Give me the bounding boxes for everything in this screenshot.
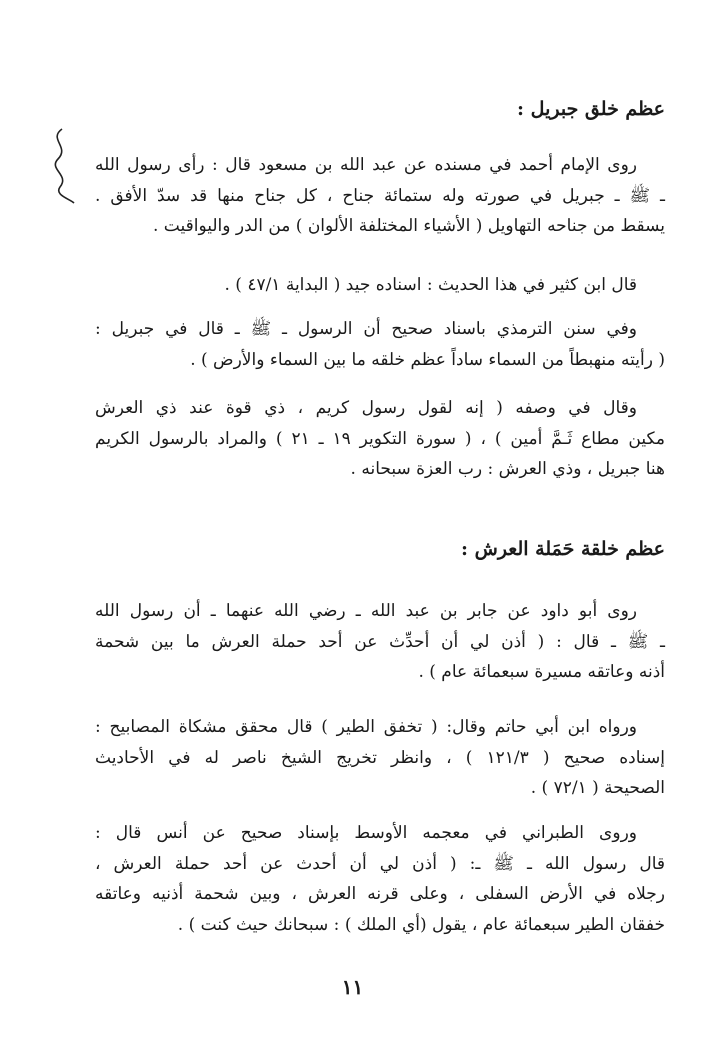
paragraph-3 [95,314,665,375]
text-line: قال رسول الله ـ ﷺ ـ: ( أذن لي أن أحدث عن أحد حملة العرش ، [95,853,665,874]
text-line: الصحيحة ( ٧٢/١ ) . [530,778,665,798]
text-line: ـ ﷺ ـ جبريل في صورته وله ستمائة جناح ، كل جناح منها قد سدّ الأفق . [95,185,665,206]
text-line: قال ابن كثير في هذا الحديث : اسناده جيد ( البداية ٤٧/١ ) . [224,275,637,295]
heading-throne-bearers: عظم خلقة حَمَلة العرش : [461,538,665,560]
text-line: مكين مطاع ثَـمَّ أمين ) ، ( سورة التكوير ١٩ ـ ٢١ ) والمراد بالرسول الكريم [95,428,665,449]
handwritten-margin-mark [40,125,80,205]
paragraph-4 [95,393,665,485]
text-line: ـ ﷺ ـ قال : ( أذن لي أن أحدِّث عن أحد حملة العرش ما بين شحمة [95,631,665,652]
paragraph-2 [95,270,665,301]
page-number: ١١ [341,975,364,999]
text-line: هنا جبريل ، وذي العرش : رب العزة سبحانه . [350,459,665,479]
text-line: ورواه ابن أبي حاتم وقال: ( تخفق الطير ) قال محقق مشكاة المصابيح : [95,717,637,737]
text-line: ( رأيته منهبطاً من السماء ساداً عظم خلقه ما بين السماء والأرض ) . [190,349,665,370]
text-line: وقال في وصفه ( إنه لقول رسول كريم ، ذي قوة عند ذي العرش [95,398,637,418]
text-line: أذنه وعاتقه مسيرة سبعمائة عام ) . [418,662,665,682]
text-line: يسقط من جناحه التهاويل ( الأشياء المختلفة الألوان ) من الدر واليواقيت . [152,216,665,236]
text-line: روى الإمام أحمد في مسنده عن عبد الله بن مسعود قال : رأى رسول الله [95,155,637,175]
text-line: روى أبو داود عن جابر بن عبد الله ـ رضي الله عنهما ـ أن رسول الله [95,601,637,621]
text-line: رجلاه في الأرض السفلى ، وعلى قرنه العرش ، وبين شحمة أذنيه وعاتقه [95,884,665,904]
text-line: وفي سنن الترمذي باسناد صحيح أن الرسول ـ ﷺ ـ قال في جبريل : [95,319,637,339]
text-line: إسناده صحيح ( ١٢١/٣ ) ، وانظر تخريج الشيخ ناصر له في الأحاديث [95,747,665,768]
heading-jibril: عظم خلق جبريل : [517,98,665,120]
paragraph-7 [95,818,665,940]
text-line: وروى الطبراني في معجمه الأوسط بإسناد صحيح عن أنس قال : [95,823,637,843]
paragraph-6 [95,712,665,804]
paragraph-1 [95,150,665,242]
text-line: خفقان الطير سبعمائة عام ، يقول (أي الملك ) : سبحانك حيث كنت ) . [177,914,665,935]
paragraph-5 [95,596,665,688]
